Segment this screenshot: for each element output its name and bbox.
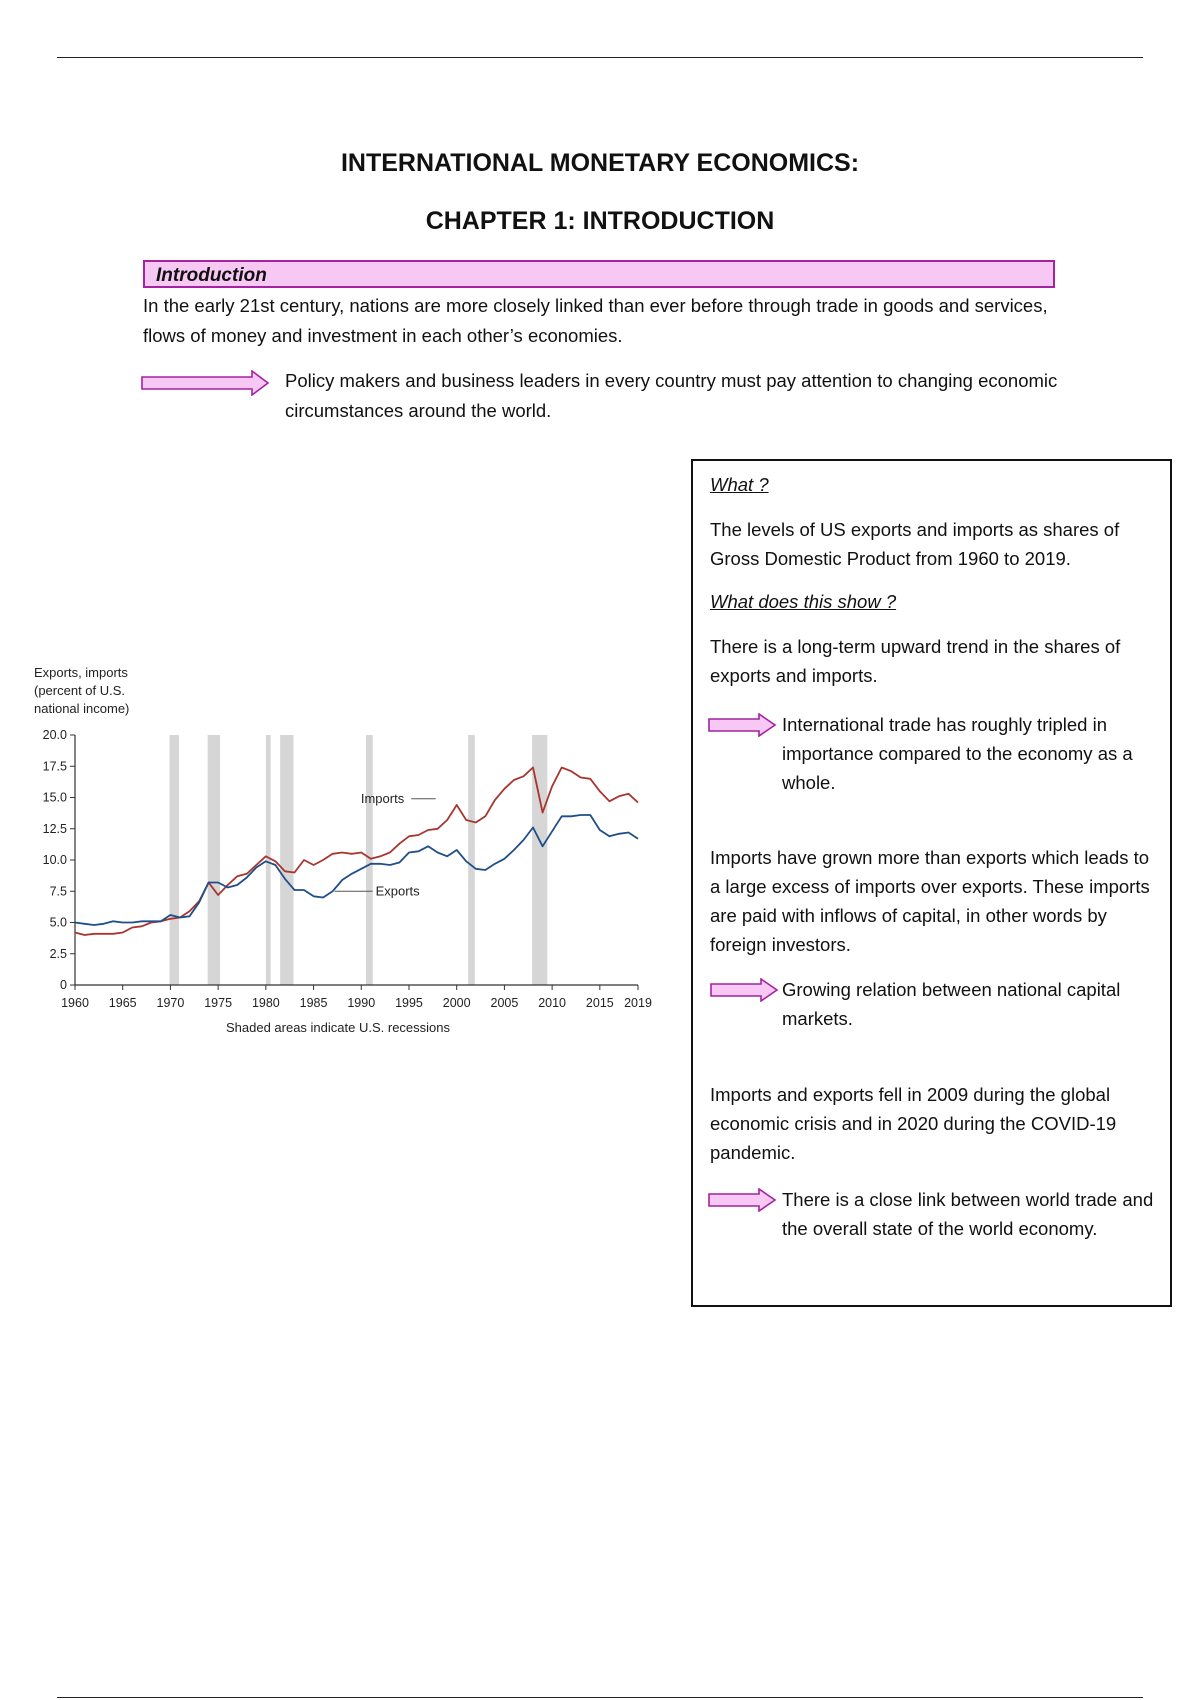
- x-tick-label: 1975: [204, 996, 233, 1010]
- y-tick-label: 17.5: [42, 759, 67, 774]
- recession-shade: [468, 735, 475, 985]
- y-tick-label: 2.5: [49, 946, 67, 961]
- x-tick-label: 2000: [442, 996, 471, 1010]
- x-tick-label: 1965: [108, 996, 137, 1010]
- section-heading: Introduction: [156, 265, 267, 286]
- intro-paragraph: In the early 21st century, nations are more closely linked than ever before through trade in goods and services, flows of money and investment in each other’s economies.: [143, 295, 1048, 346]
- recession-shade: [366, 735, 373, 985]
- y-axis-label: [34, 665, 129, 716]
- x-tick-label: 1980: [251, 996, 280, 1010]
- x-tick-label: 2005: [490, 996, 519, 1010]
- show-heading: What does this show ?: [710, 591, 897, 612]
- y-tick-label: 10.0: [42, 853, 67, 867]
- arrow-right-icon: [140, 370, 270, 396]
- y-tick-label: 7.5: [49, 884, 67, 899]
- x-tick-label: 1970: [156, 996, 185, 1010]
- x-tick-label: 2010: [538, 996, 567, 1010]
- series-line-exports: [75, 815, 638, 925]
- x-tick-label: 1990: [347, 996, 376, 1010]
- trade-chart: [0, 655, 670, 1045]
- x-tick-label: 2019: [624, 996, 652, 1010]
- explanation-box: [691, 459, 1172, 1307]
- y-tick-label: 15.0: [42, 790, 67, 805]
- recession-shade: [280, 735, 293, 985]
- top-rule: [57, 57, 1143, 58]
- point-2-conclusion: Growing relation between national capital markets.: [782, 979, 1121, 1029]
- y-tick-label: 5.0: [49, 915, 67, 930]
- policy-note: Policy makers and business leaders in every country must pay attention to changing economic circumstances around the world.: [285, 370, 1058, 421]
- point-1: There is a long-term upward trend in the shares of exports and imports.: [710, 636, 1121, 686]
- section-heading-box: [143, 260, 1055, 288]
- x-tick-label: 1985: [299, 996, 328, 1010]
- y-tick-label: 0: [60, 978, 67, 992]
- what-heading: What ?: [710, 474, 769, 495]
- bottom-rule: [57, 1697, 1143, 1698]
- x-tick-label: 1995: [395, 996, 423, 1010]
- y-axis-label-line: national income): [34, 701, 130, 716]
- page-title: INTERNATIONAL MONETARY ECONOMICS:: [340, 149, 860, 177]
- point-3-conclusion: There is a close link between world trade and the overall state of the world economy.: [782, 1189, 1154, 1239]
- what-text: The levels of US exports and imports as shares of Gross Domestic Product from 1960 to 2019.: [710, 519, 1120, 569]
- recession-shade: [266, 735, 271, 985]
- recession-shade: [208, 735, 220, 985]
- recession-shade: [169, 735, 179, 985]
- x-tick-label: 1960: [61, 996, 89, 1010]
- point-2: Imports have grown more than exports which leads to a large excess of imports over exports. These imports are paid with inflows of capital, in other words by foreign investors.: [710, 847, 1150, 955]
- series-line-imports: [75, 768, 638, 936]
- point-1-conclusion: International trade has roughly tripled in importance compared to the economy as a whole.: [782, 714, 1133, 793]
- x-tick-label: 2015: [585, 996, 614, 1010]
- y-tick-label: 20.0: [42, 728, 67, 742]
- x-axis-label: Shaded areas indicate U.S. recessions: [225, 1020, 451, 1035]
- y-axis-label-line: Exports, imports: [34, 665, 128, 680]
- exports-series-label: Exports: [375, 883, 420, 899]
- y-tick-label: 12.5: [42, 821, 67, 836]
- arrow-right-icon: [709, 978, 779, 1002]
- arrow-right-icon: [707, 713, 777, 737]
- y-axis-label-line: (percent of U.S.: [34, 683, 126, 698]
- imports-series-label: Imports: [360, 790, 405, 806]
- arrow-right-icon: [707, 1188, 777, 1212]
- chapter-title: CHAPTER 1: INTRODUCTION: [425, 207, 775, 235]
- point-3: Imports and exports fell in 2009 during the global economic crisis and in 2020 during the COVID-19 pandemic.: [710, 1084, 1117, 1163]
